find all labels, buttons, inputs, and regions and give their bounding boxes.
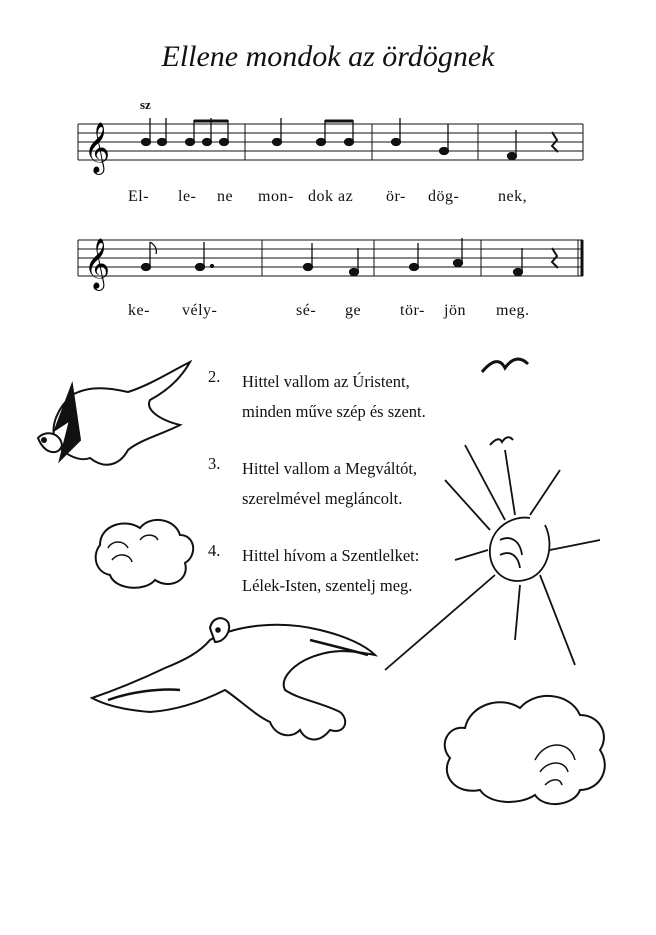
lyric-syllable: mon-: [258, 188, 294, 205]
cloud-icon: [96, 520, 194, 588]
solfa-mark: sz: [140, 97, 151, 112]
lyric-syllable: le-: [178, 188, 197, 205]
song-title: Ellene mondok az ördögnek: [161, 40, 495, 73]
lyric-syllable: El-: [128, 188, 150, 205]
lyric-syllable: ge: [345, 302, 362, 319]
lyric-syllable: ke-: [128, 302, 150, 319]
verse-line: Hittel vallom az Úristent,: [242, 372, 410, 391]
lyric-syllable: nek,: [498, 188, 528, 205]
verse: [208, 367, 468, 427]
verse-line: Hittel vallom a Megváltót,: [242, 459, 418, 478]
lyric-syllable: meg.: [496, 302, 530, 319]
bird-icon: [92, 618, 375, 739]
verse-line: Hittel hívom a Szentlelket:: [242, 546, 420, 565]
lyric-syllable: vély-: [182, 302, 218, 319]
verse-line: Lélek-Isten, szentelj meg.: [242, 576, 413, 595]
verse: [208, 454, 468, 514]
treble-clef-icon: 𝄞: [84, 122, 111, 173]
cloud-icon: [445, 696, 605, 804]
lyric-syllable: ne: [217, 188, 234, 205]
lyric-syllable: tör-: [400, 302, 425, 319]
seagull-icon: [482, 359, 528, 372]
lyric-syllable: dok az: [308, 188, 354, 205]
verse-line: szerelmével megláncolt.: [242, 489, 403, 508]
bird-icon: [38, 362, 190, 465]
verses: [208, 367, 468, 628]
verse-number: 3.: [208, 454, 221, 473]
lyric-syllable: sé-: [296, 302, 317, 319]
small-bird-icon: [490, 437, 513, 445]
verse: [208, 541, 468, 601]
lyric-syllable: ör-: [386, 188, 406, 205]
verse-number: 4.: [208, 541, 221, 560]
treble-clef-icon: 𝄞: [84, 238, 111, 289]
lyric-syllable: jön: [444, 302, 466, 319]
verse-number: 2.: [208, 367, 221, 386]
lyric-syllable: dög-: [428, 188, 460, 205]
staff-2-notes: [142, 238, 559, 276]
verse-line: minden műve szép és szent.: [242, 402, 426, 421]
